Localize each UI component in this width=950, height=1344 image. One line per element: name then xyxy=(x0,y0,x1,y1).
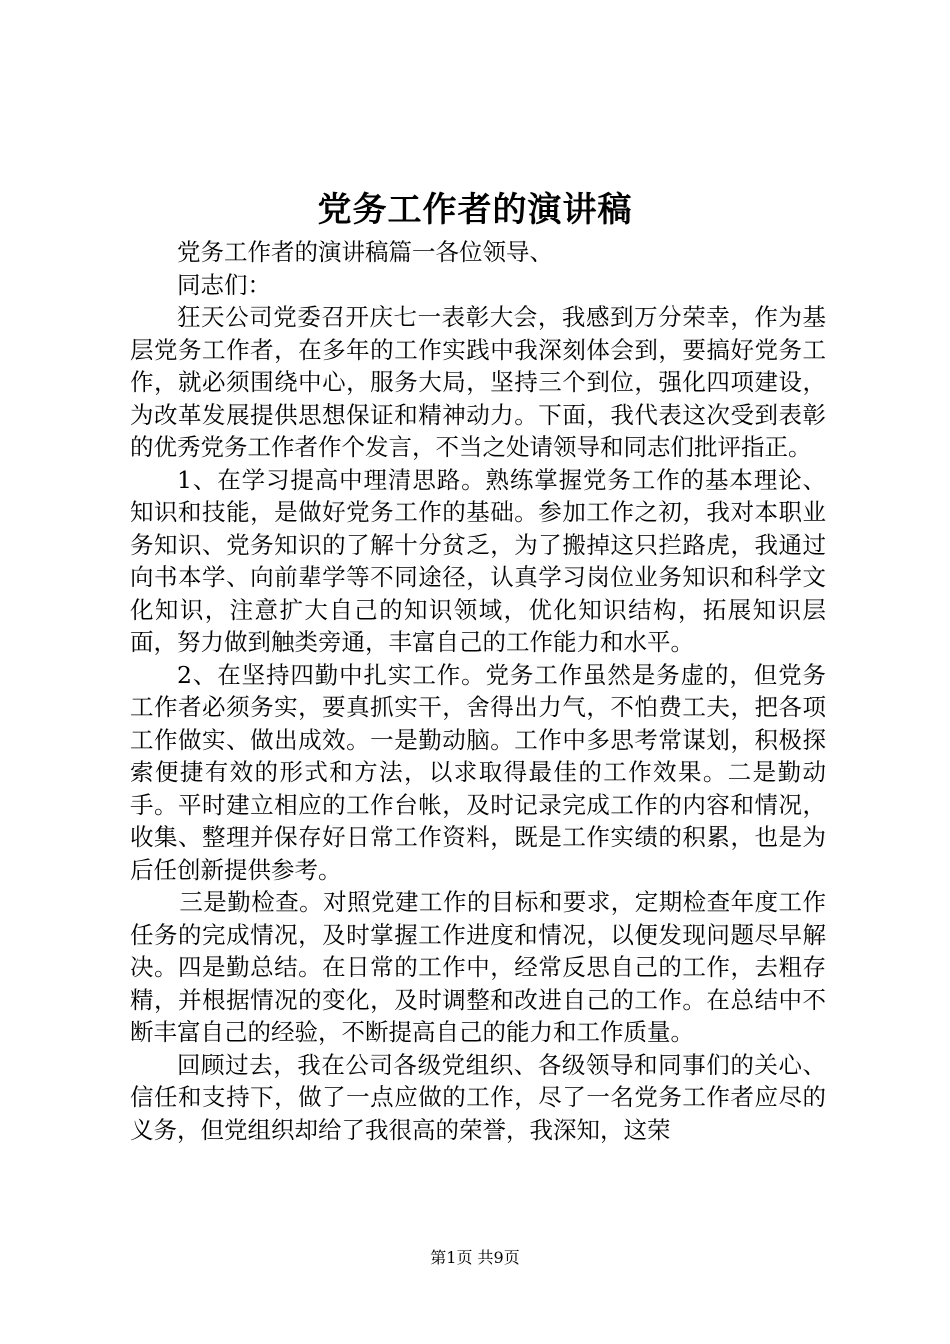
paragraph-greeting: 党务工作者的演讲稿篇一各位领导、 xyxy=(177,238,553,266)
paragraph-salutation: 同志们： xyxy=(177,270,271,299)
paragraph-intro: 狂天公司党委召开庆七一表彰大会，我感到万分荣幸，作为基层党务工作者，在多年的工作实践中我深刻体会到，要搞好党务工作，就必须围绕中心，服务大局，坚持三个到位，强化四项建设，为改革发展提供思想保证和精神动力。下面，我代表这次受到表彰的优秀党务工作者作个发言，不当之处请领导和同志们批评指正。 xyxy=(130,303,826,461)
paragraph-point-2: 2、在坚持四勤中扎实工作。党务工作虽然是务虚的，但党务工作者必须务实，要真抓实干，舍得出力气，不怕费工夫，把各项工作做实、做出成效。一是勤动脑。工作中多思考常谋划，积极探索便捷有效的形式和方法，以求取得最佳的工作效果。二是勤动手。平时建立相应的工作台帐，及时记录完成工作的内容和情况，收集、整理并保存好日常工作资料，既是工作实绩的积累，也是为后任创新提供参考。 xyxy=(130,660,826,884)
document-body xyxy=(130,236,826,1146)
paragraph-point-1: 1、在学习提高中理清思路。熟练掌握党务工作的基本理论、知识和技能，是做好党务工作的基础。参加工作之初，我对本职业务知识、党务知识的了解十分贫乏，为了搬掉这只拦路虎，我通过向书本学、向前辈学等不同途径，认真学习岗位业务知识和科学文化知识，注意扩大自己的知识领域，优化知识结构，拓展知识层面，努力做到触类旁通，丰富自己的工作能力和水平。 xyxy=(130,465,826,656)
paragraph-point-2-continued: 三是勤检查。对照党建工作的目标和要求，定期检查年度工作任务的完成情况，及时掌握工作进度和情况，以便发现问题尽早解决。四是勤总结。在日常的工作中，经常反思自己的工作，去粗存精，并根据情况的变化，及时调整和改进自己的工作。在总结中不断丰富自己的经验，不断提高自己的能力和工作质量。 xyxy=(130,888,826,1046)
paragraph-review: 回顾过去，我在公司各级党组织、各级领导和同事们的关心、信任和支持下，做了一点应做的工作，尽了一名党务工作者应尽的义务，但党组织却给了我很高的荣誉，我深知，这荣 xyxy=(130,1050,826,1144)
document-title: 党务工作者的演讲稿 xyxy=(317,190,633,230)
page-number-footer: 第1页 共9页 xyxy=(430,1248,520,1267)
